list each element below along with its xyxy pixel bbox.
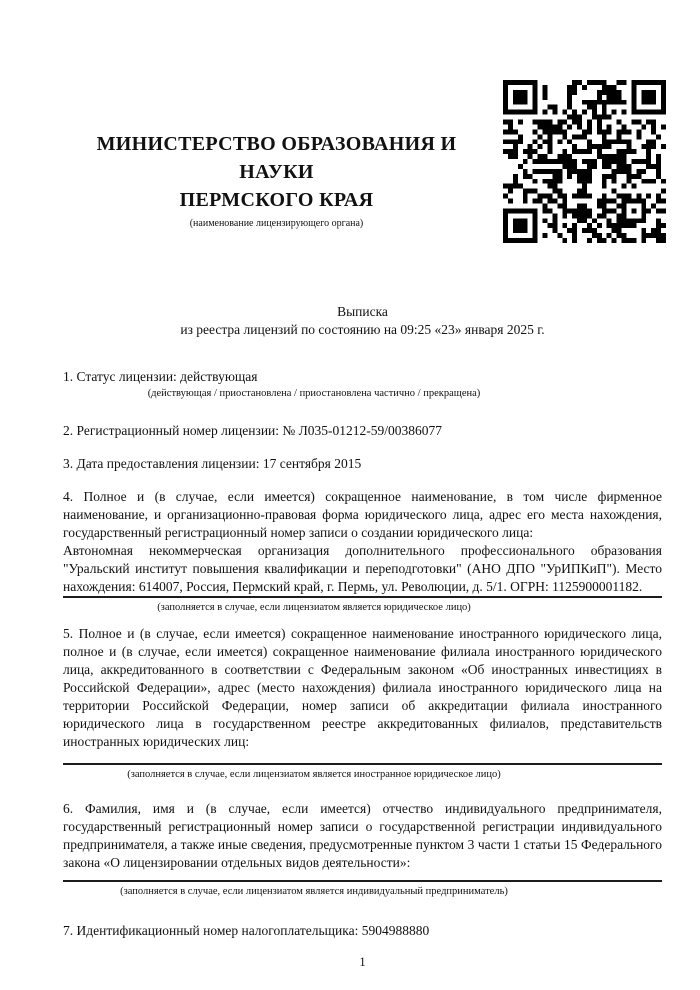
legal-entity-note: (заполняется в случае, если лицензиатом является юридическое лицо) (157, 602, 471, 613)
taxpayer-number-line: 7. Идентификационный номер налогоплательщика: 5904988880 (63, 923, 430, 938)
foreign-entity-blank-field (63, 751, 662, 765)
ministry-name-line2: ПЕРМСКОГО КРАЯ (179, 189, 374, 211)
item-legal-entity (63, 488, 662, 615)
license-status-line: 1. Статус лицензии: действующая (63, 369, 258, 384)
entrepreneur-blank-field (63, 872, 662, 882)
foreign-entity-question: 5. Полное и (в случае, если имеется) сокращенное наименование иностранного юридического лица, полное и (в случае, если имеется) сокращенное наименование филиала иностранного юридического лица, аккредитованного в соответствии с Федеральным законом «Об иностранных инвестициях в Российской Федерации», адрес (место нахождения) филиала иностранного юридического лица на территории Российской Федерации, номер записи об аккредитации филиала иностранного юридического лица в государственном реестре аккредитованных филиалов, представительств иностранных юридических лиц: (63, 626, 662, 749)
item-grant-date (63, 455, 662, 473)
document-body (63, 303, 662, 970)
page-number: 1 (359, 955, 366, 969)
legal-entity-value: Автономная некоммерческая организация дополнительного профессионального образования "Уральский институт повышения квалификации и переподготовки" (АНО ДПО "УрИПКиП"). Место нахождения: 614007, Россия, Пермский край, г. Пермь, ул. Революции, д. 5/1. ОГРН: 1125900001182. (63, 542, 662, 598)
foreign-entity-note: (заполняется в случае, если лицензиатом является иностранное юридическое лицо) (127, 769, 501, 780)
entrepreneur-note: (заполняется в случае, если лицензиатом является индивидуальный предприниматель) (120, 886, 508, 897)
ministry-name-line1: МИНИСТЕРСТВО ОБРАЗОВАНИЯ И НАУКИ (96, 133, 457, 183)
registration-number-line: 2. Регистрационный номер лицензии: № Л035-01212-59/00386077 (63, 423, 443, 438)
item-license-status (63, 368, 662, 401)
qr-code-icon (503, 80, 666, 243)
license-status-note: (действующая / приостановлена / приостановлена частично / прекращена) (147, 388, 481, 399)
legal-entity-question: 4. Полное и (в случае, если имеется) сокращенное наименование, в том числе фирменное наименование, и организационно-правовая форма юридического лица, адрес его места нахождения, государственный регистрационный номер записи о создании юридического лица: (63, 489, 662, 540)
entrepreneur-question: 6. Фамилия, имя и (в случае, если имеется) отчество индивидуального предпринимателя, государственный регистрационный номер записи о государственной регистрации индивидуального предпринимателя, а также иные сведения, предусмотренные пунктом 3 части 1 статьи 15 Федерального закона «О лицензировании отдельных видов деятельности»: (63, 801, 662, 870)
document-title (63, 303, 662, 339)
document-title-line1: Выписка (337, 304, 388, 319)
item-entrepreneur (63, 800, 662, 899)
item-registration-number (63, 422, 662, 440)
authority-caption: (наименование лицензирующего органа) (189, 218, 364, 229)
item-taxpayer-number (63, 922, 662, 940)
licensing-authority-header (63, 130, 490, 230)
item-foreign-entity (63, 625, 662, 782)
document-title-line2: из реестра лицензий по состоянию на 09:25 «23» января 2025 г. (180, 322, 545, 337)
grant-date-line: 3. Дата предоставления лицензии: 17 сентября 2015 (63, 456, 362, 471)
